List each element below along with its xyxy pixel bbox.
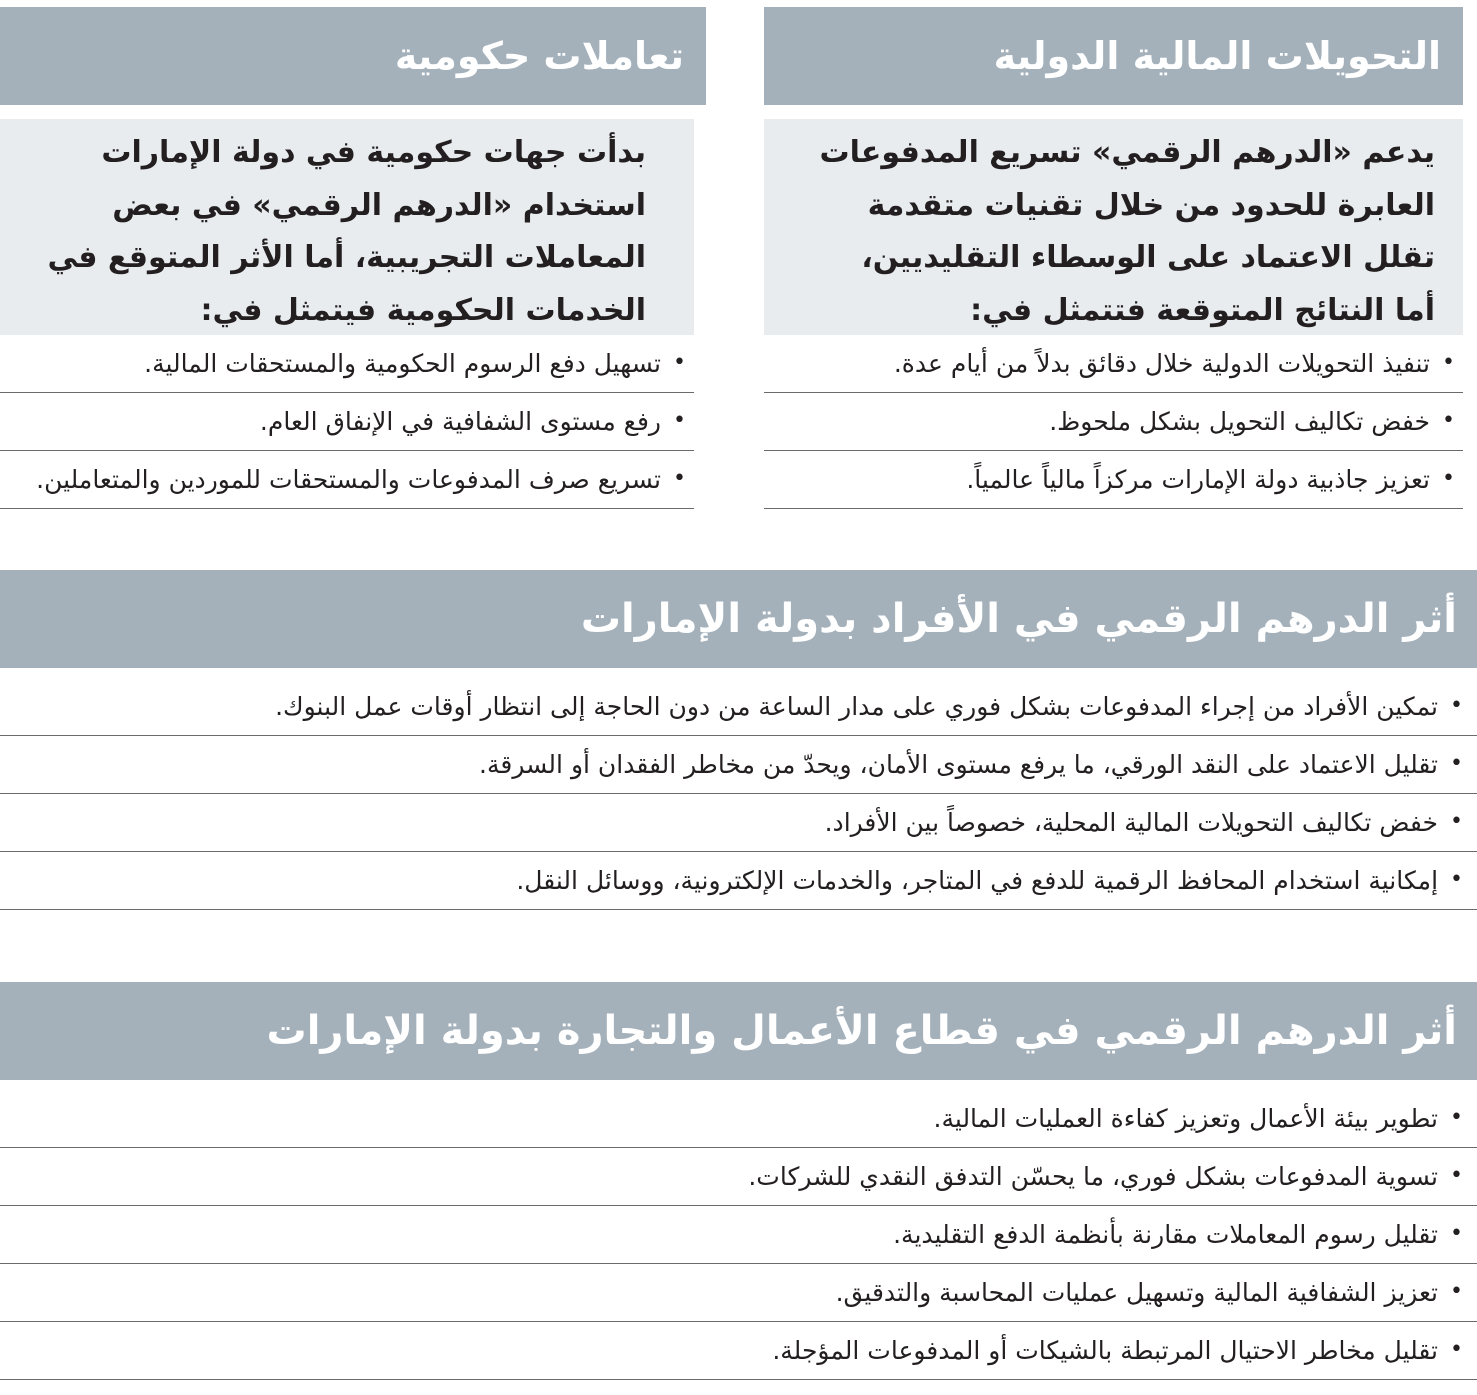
list-item	[0, 1264, 1477, 1322]
bullet-list	[764, 335, 1463, 509]
list-item-text: رفع مستوى الشفافية في الإنفاق العام.	[259, 406, 662, 436]
list-item-text: تطوير بيئة الأعمال وتعزيز كفاءة العمليات المالية.	[933, 1103, 1439, 1133]
list-item	[764, 335, 1463, 393]
intro-box	[764, 119, 1463, 335]
section-header	[0, 570, 1477, 668]
section-header	[0, 7, 706, 105]
bullet-icon: •	[1450, 809, 1463, 835]
section-title: أثر الدرهم الرقمي في قطاع الأعمال والتجارة بدولة الإمارات	[266, 1008, 1457, 1054]
list-item	[0, 1206, 1477, 1264]
list-item-text: تسوية المدفوعات بشكل فوري، ما يحسّن التدفق النقدي للشركات.	[748, 1161, 1439, 1191]
list-item-text: تقليل رسوم المعاملات مقارنة بأنظمة الدفع التقليدية.	[893, 1219, 1439, 1249]
list-item-text: تمكين الأفراد من إجراء المدفوعات بشكل فوري على مدار الساعة من دون الحاجة إلى انتظار أوقات عمل البنوك.	[275, 691, 1439, 721]
government-transactions-section	[0, 7, 706, 509]
bullet-icon: •	[1450, 1105, 1463, 1131]
bullet-icon: •	[673, 466, 686, 492]
list-item	[0, 1090, 1477, 1148]
business-impact-section	[0, 982, 1477, 1380]
list-item	[0, 852, 1477, 910]
bullet-icon: •	[1450, 751, 1463, 777]
section-header	[764, 7, 1463, 105]
international-transfers-section	[764, 7, 1463, 509]
list-item	[0, 1322, 1477, 1380]
bullet-icon: •	[1450, 693, 1463, 719]
list-item	[0, 335, 694, 393]
bullet-icon: •	[1442, 350, 1455, 376]
list-item-text: إمكانية استخدام المحافظ الرقمية للدفع في المتاجر، والخدمات الإلكترونية، ووسائل النقل.	[516, 865, 1439, 895]
list-item-text: تسهيل دفع الرسوم الحكومية والمستحقات المالية.	[144, 348, 662, 378]
individuals-impact-section	[0, 570, 1477, 910]
list-item-text: تنفيذ التحويلات الدولية خلال دقائق بدلاً من أيام عدة.	[893, 348, 1431, 378]
bullet-list	[0, 335, 694, 509]
bullet-icon: •	[1450, 1221, 1463, 1247]
bullet-icon: •	[673, 350, 686, 376]
bullet-icon: •	[1442, 408, 1455, 434]
list-item	[0, 736, 1477, 794]
list-item-text: تعزيز جاذبية دولة الإمارات مركزاً مالياً عالمياً.	[966, 464, 1431, 494]
list-item-text: تعزيز الشفافية المالية وتسهيل عمليات المحاسبة والتدقيق.	[835, 1277, 1439, 1307]
list-item	[0, 1148, 1477, 1206]
intro-text: بدأت جهات حكومية في دولة الإمارات استخدام «الدرهم الرقمي» في بعض المعاملات التجريبية، أما الأثر المتوقع في الخدمات الحكومية فيتمثل في:	[47, 135, 646, 328]
list-item-text: تقليل مخاطر الاحتيال المرتبطة بالشيكات أو المدفوعات المؤجلة.	[772, 1335, 1439, 1365]
list-item-text: تقليل الاعتماد على النقد الورقي، ما يرفع مستوى الأمان، ويحدّ من مخاطر الفقدان أو السرقة.	[479, 749, 1439, 779]
list-item-text: خفض تكاليف التحويلات المالية المحلية، خصوصاً بين الأفراد.	[824, 807, 1439, 837]
bullet-icon: •	[1442, 466, 1455, 492]
bullet-icon: •	[673, 408, 686, 434]
list-item	[0, 678, 1477, 736]
list-item	[764, 393, 1463, 451]
section-title: أثر الدرهم الرقمي في الأفراد بدولة الإمارات	[580, 596, 1457, 642]
section-header	[0, 982, 1477, 1080]
list-item	[0, 393, 694, 451]
list-item-text: تسريع صرف المدفوعات والمستحقات للموردين والمتعاملين.	[36, 464, 662, 494]
bullet-icon: •	[1450, 1163, 1463, 1189]
bullet-list	[0, 1090, 1477, 1380]
bullet-icon: •	[1450, 1279, 1463, 1305]
section-title: تعاملات حكومية	[394, 34, 684, 78]
bullet-icon: •	[1450, 1337, 1463, 1363]
bullet-list	[0, 678, 1477, 910]
list-item	[764, 451, 1463, 509]
intro-text: يدعم «الدرهم الرقمي» تسريع المدفوعات العابرة للحدود من خلال تقنيات متقدمة تقلل الاعتماد على الوسطاء التقليديين، أما النتائج المتوقعة فتتمثل في:	[819, 135, 1435, 328]
section-title: التحويلات المالية الدولية	[993, 34, 1441, 78]
bullet-icon: •	[1450, 867, 1463, 893]
list-item-text: خفض تكاليف التحويل بشكل ملحوظ.	[1049, 406, 1431, 436]
list-item	[0, 451, 694, 509]
list-item	[0, 794, 1477, 852]
intro-box	[0, 119, 694, 335]
